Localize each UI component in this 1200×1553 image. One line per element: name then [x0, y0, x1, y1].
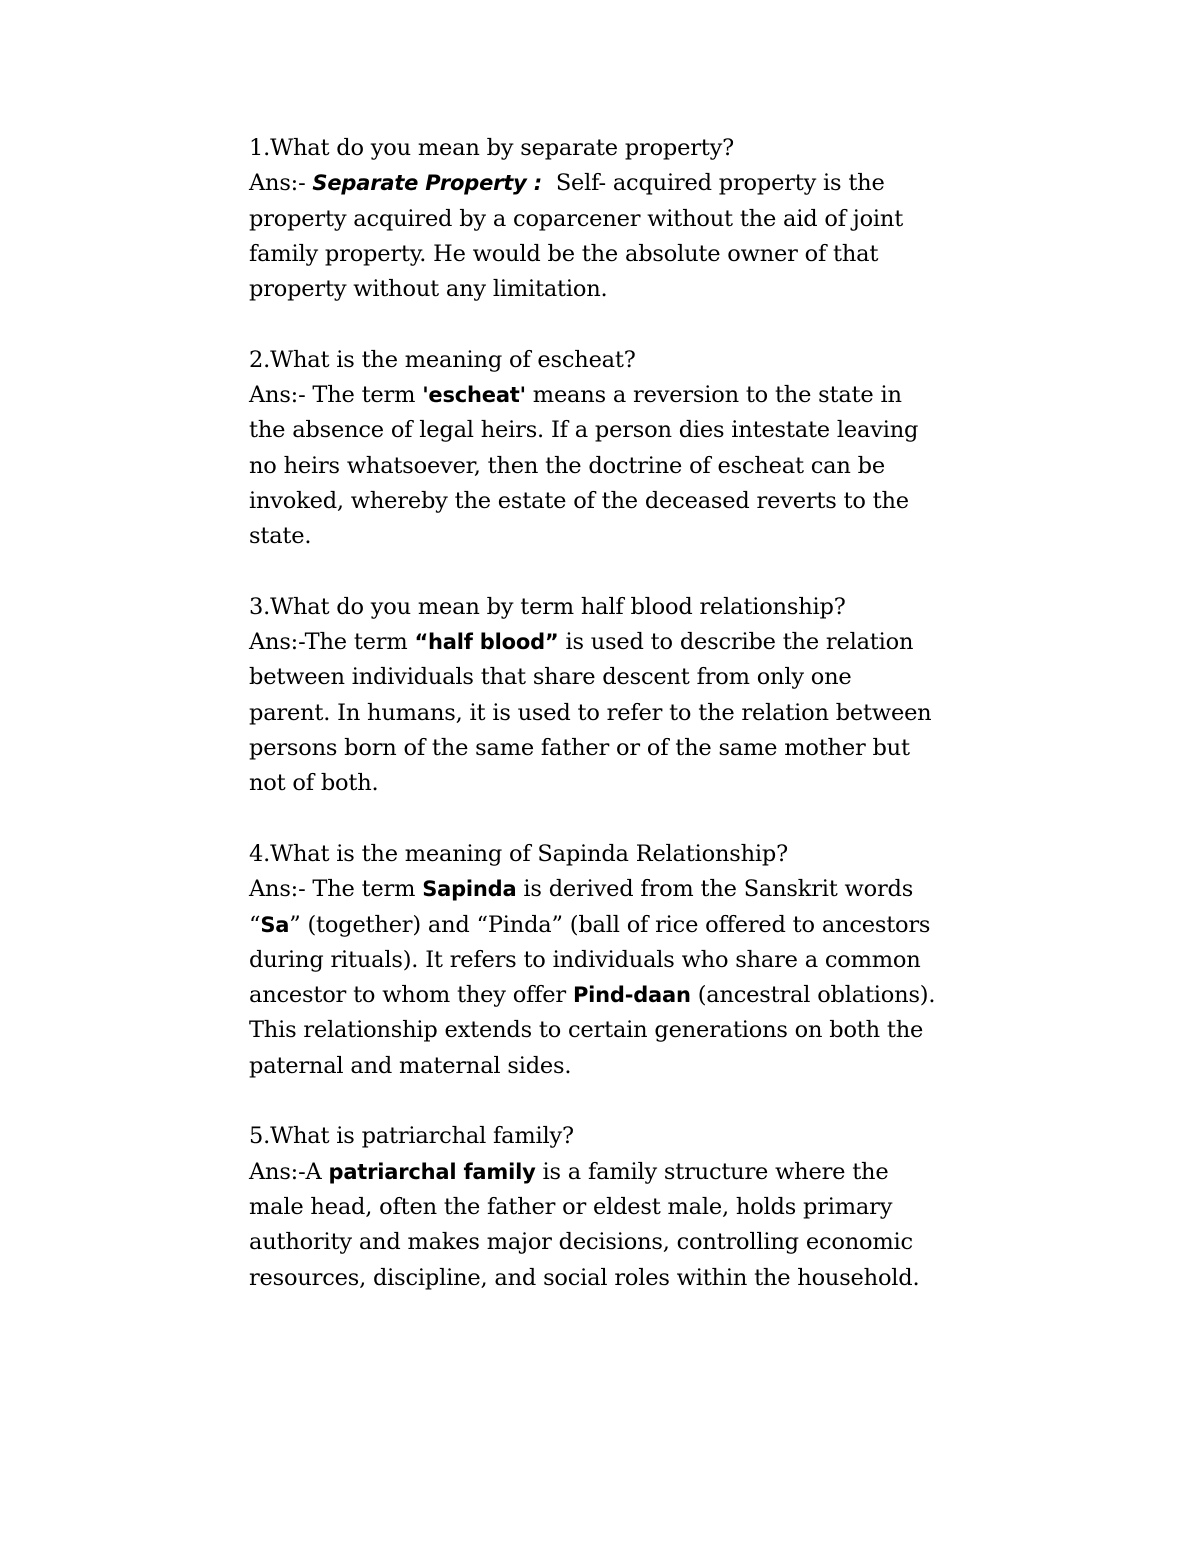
answer-line [249, 660, 1049, 695]
answer-text: male head, often the father or eldest male, holds primary [249, 1193, 893, 1220]
answer-text: is used to describe the relation [558, 629, 914, 656]
answer-line [249, 1155, 1049, 1190]
answer-line [249, 872, 1049, 907]
answer-text: Self- acquired property is the [541, 170, 885, 197]
answer-line [249, 731, 1049, 766]
answer-line [249, 1049, 1049, 1084]
answer-line [249, 1225, 1049, 1260]
answer-line [249, 625, 1049, 660]
answer-line [249, 413, 1049, 448]
answer-text: is derived from the Sanskrit words [516, 876, 914, 903]
answer-line [249, 766, 1049, 801]
answer-text: ancestor to whom they offer [249, 982, 573, 1009]
answer-text: is a family structure where the [535, 1158, 889, 1185]
question-text: 1.What do you mean by separate property? [249, 135, 735, 161]
answer-text: means a reversion to the state in [525, 382, 902, 409]
key-term: Pind-daan [572, 983, 691, 1008]
answer-text: during rituals). It refers to individuals who share a common [249, 946, 921, 973]
answer-text: resources, discipline, and social roles within the household. [249, 1264, 920, 1291]
answer-text: This relationship extends to certain generations on both the [249, 1017, 924, 1044]
answer-line [249, 696, 1049, 731]
qa-item-2 [249, 343, 1049, 555]
answer-text: Ans:-A [249, 1158, 329, 1185]
answer-text: family property. He would be the absolute owner of that [249, 240, 879, 267]
answer-line [249, 1013, 1049, 1048]
answer-text: Ans:-The term [249, 629, 415, 656]
question-text: 4.What is the meaning of Sapinda Relationship? [249, 840, 788, 867]
question-text: 5.What is patriarchal family? [249, 1123, 574, 1150]
answer-line [249, 202, 1049, 237]
answer-text: (ancestral oblations). [690, 982, 936, 1009]
answer-line [249, 908, 1049, 943]
answer-line [249, 378, 1049, 413]
answer-line [249, 1190, 1049, 1225]
answer-text: the absence of legal heirs. If a person dies intestate leaving [249, 417, 919, 444]
answer-text: no heirs whatsoever, then the doctrine of escheat can be [249, 452, 885, 479]
answer-text: authority and makes major decisions, controlling economic [249, 1229, 913, 1256]
key-term: Separate Property : [312, 171, 542, 196]
key-term: Sa [260, 912, 290, 937]
answer-line [249, 1261, 1049, 1296]
answer-line [249, 484, 1049, 519]
answer-text: state. [249, 523, 312, 550]
answer-text: “ [249, 911, 261, 938]
answer-text: Ans:- The term [249, 382, 423, 409]
question-text: 2.What is the meaning of escheat? [249, 346, 636, 373]
qa-item-3 [249, 590, 1049, 802]
answer-text: not of both. [249, 770, 379, 797]
answer-text: Ans:- [249, 170, 313, 197]
answer-text: property acquired by a coparcener without the aid of joint [249, 205, 904, 232]
question-text: 3.What do you mean by term half blood relationship? [249, 593, 846, 620]
answer-text: Ans:- The term [249, 876, 423, 903]
qa-item-5 [249, 1119, 1049, 1295]
answer-line [249, 272, 1049, 307]
answer-text: invoked, whereby the estate of the deceased reverts to the [249, 487, 909, 514]
answer-text: property without any limitation. [249, 276, 608, 303]
answer-line [249, 519, 1049, 554]
answer-line [249, 237, 1049, 272]
qa-item-4 [249, 837, 1049, 1084]
answer-line [249, 978, 1049, 1013]
key-term: “half blood” [414, 630, 559, 655]
key-term: Sapinda [422, 877, 517, 902]
answer-text: persons born of the same father or of the same mother but [249, 735, 910, 762]
qa-item-1 [249, 131, 1049, 307]
answer-line [249, 166, 1049, 201]
key-term: 'escheat' [422, 383, 526, 408]
answer-line [249, 449, 1049, 484]
key-term: patriarchal family [328, 1159, 536, 1184]
qa-content [249, 131, 1049, 1331]
answer-text: parent. In humans, it is used to refer to the relation between [249, 699, 932, 726]
answer-text: between individuals that share descent from only one [249, 664, 852, 691]
answer-text: paternal and maternal sides. [249, 1052, 572, 1079]
answer-line [249, 943, 1049, 978]
answer-text: ” (together) and “Pinda” (ball of rice offered to ancestors [289, 911, 931, 938]
